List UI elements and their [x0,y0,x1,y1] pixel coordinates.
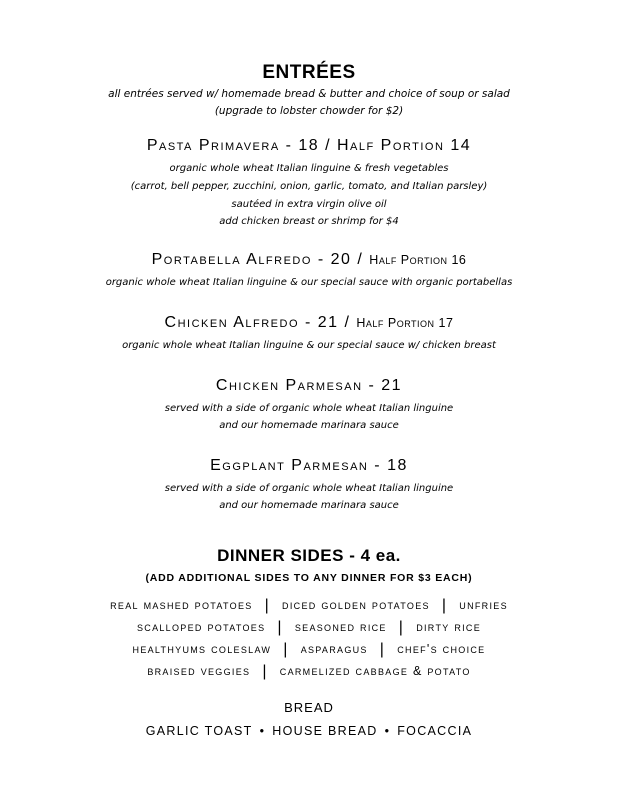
item-desc-line: and our homemade marinara sauce [219,500,399,511]
item-title-eggplant-parmesan: Eggplant Parmesan - 18 [210,457,408,474]
side-item: scalloped potatoes [136,620,266,634]
item-desc-line: (carrot, bell pepper, zucchini, onion, garlic, tomato, and Italian parsley) [130,181,488,192]
sides-row [0,596,618,614]
side-separator: | [264,597,271,614]
sides-row [0,662,618,680]
bread-item: GARLIC TOAST [145,724,253,738]
item-title-main: Portabella Alfredo - 20 / [151,251,370,268]
side-separator: | [283,641,289,658]
side-item: dirty rice [416,620,482,634]
item-desc-line: organic whole wheat Italian linguine & fresh vegetables [169,163,449,174]
item-title-pasta-primavera: Pasta Primavera - 18 / Half Portion 14 [146,137,472,154]
bread-item: HOUSE BREAD [272,724,378,738]
item-desc-line: organic whole wheat Italian linguine & our special sauce with organic portabellas [105,277,513,288]
side-item: asparagus [300,642,368,656]
entrees-heading: ENTRÉES [262,62,356,83]
sides-row [0,618,618,636]
entrees-upgrade-note: (upgrade to lobster chowder for $2) [214,105,404,117]
side-separator: | [379,641,386,658]
item-title-half-portion: Half Portion 17 [356,316,454,330]
item-desc-line: add chicken breast or shrimp for $4 [219,216,399,227]
bullet-separator: • [384,724,391,738]
item-title-portabella-alfredo [0,251,618,269]
item-desc-line: organic whole wheat Italian linguine & our special sauce w/ chicken breast [122,340,496,351]
item-title-chicken-alfredo [0,314,618,332]
item-desc-line: served with a side of organic whole wheat Italian linguine [164,403,454,414]
item-title-main: Chicken Alfredo - 21 / [164,314,357,331]
bread-items-row [0,724,618,738]
side-item: healthyums coleslaw [132,642,272,656]
side-separator: | [262,663,268,680]
item-title-half-portion: Half Portion 16 [369,253,467,267]
bullet-separator: • [259,724,266,738]
item-desc-line: and our homemade marinara sauce [219,420,399,431]
side-item: real mashed potatoes [110,598,253,612]
item-desc-line: sautéed in extra virgin olive oil [231,199,387,210]
item-desc-line: served with a side of organic whole wheat Italian linguine [164,483,454,494]
sides-row [0,640,618,658]
side-item: chef's choice [397,642,486,656]
side-separator: | [398,619,405,636]
dinner-sides-heading: DINNER SIDES - 4 ea. [217,546,401,565]
side-separator: | [277,619,283,636]
dinner-sides-note: (ADD ADDITIONAL SIDES TO ANY DINNER FOR $3 EACH) [145,572,473,584]
entrees-intro: all entrées served w/ homemade bread & butter and choice of soup or salad [108,88,510,100]
bread-heading: BREAD [284,700,334,715]
side-item: diced golden potatoes [282,598,430,612]
bread-item: FOCACCIA [397,724,473,738]
side-item: braised veggies [147,664,251,678]
side-separator: | [441,597,448,614]
item-title-chicken-parmesan: Chicken Parmesan - 21 [215,377,403,394]
side-item: unfries [459,598,508,612]
side-item: carmelized cabbage & potato [279,664,471,678]
side-item: seasoned rice [294,620,387,634]
